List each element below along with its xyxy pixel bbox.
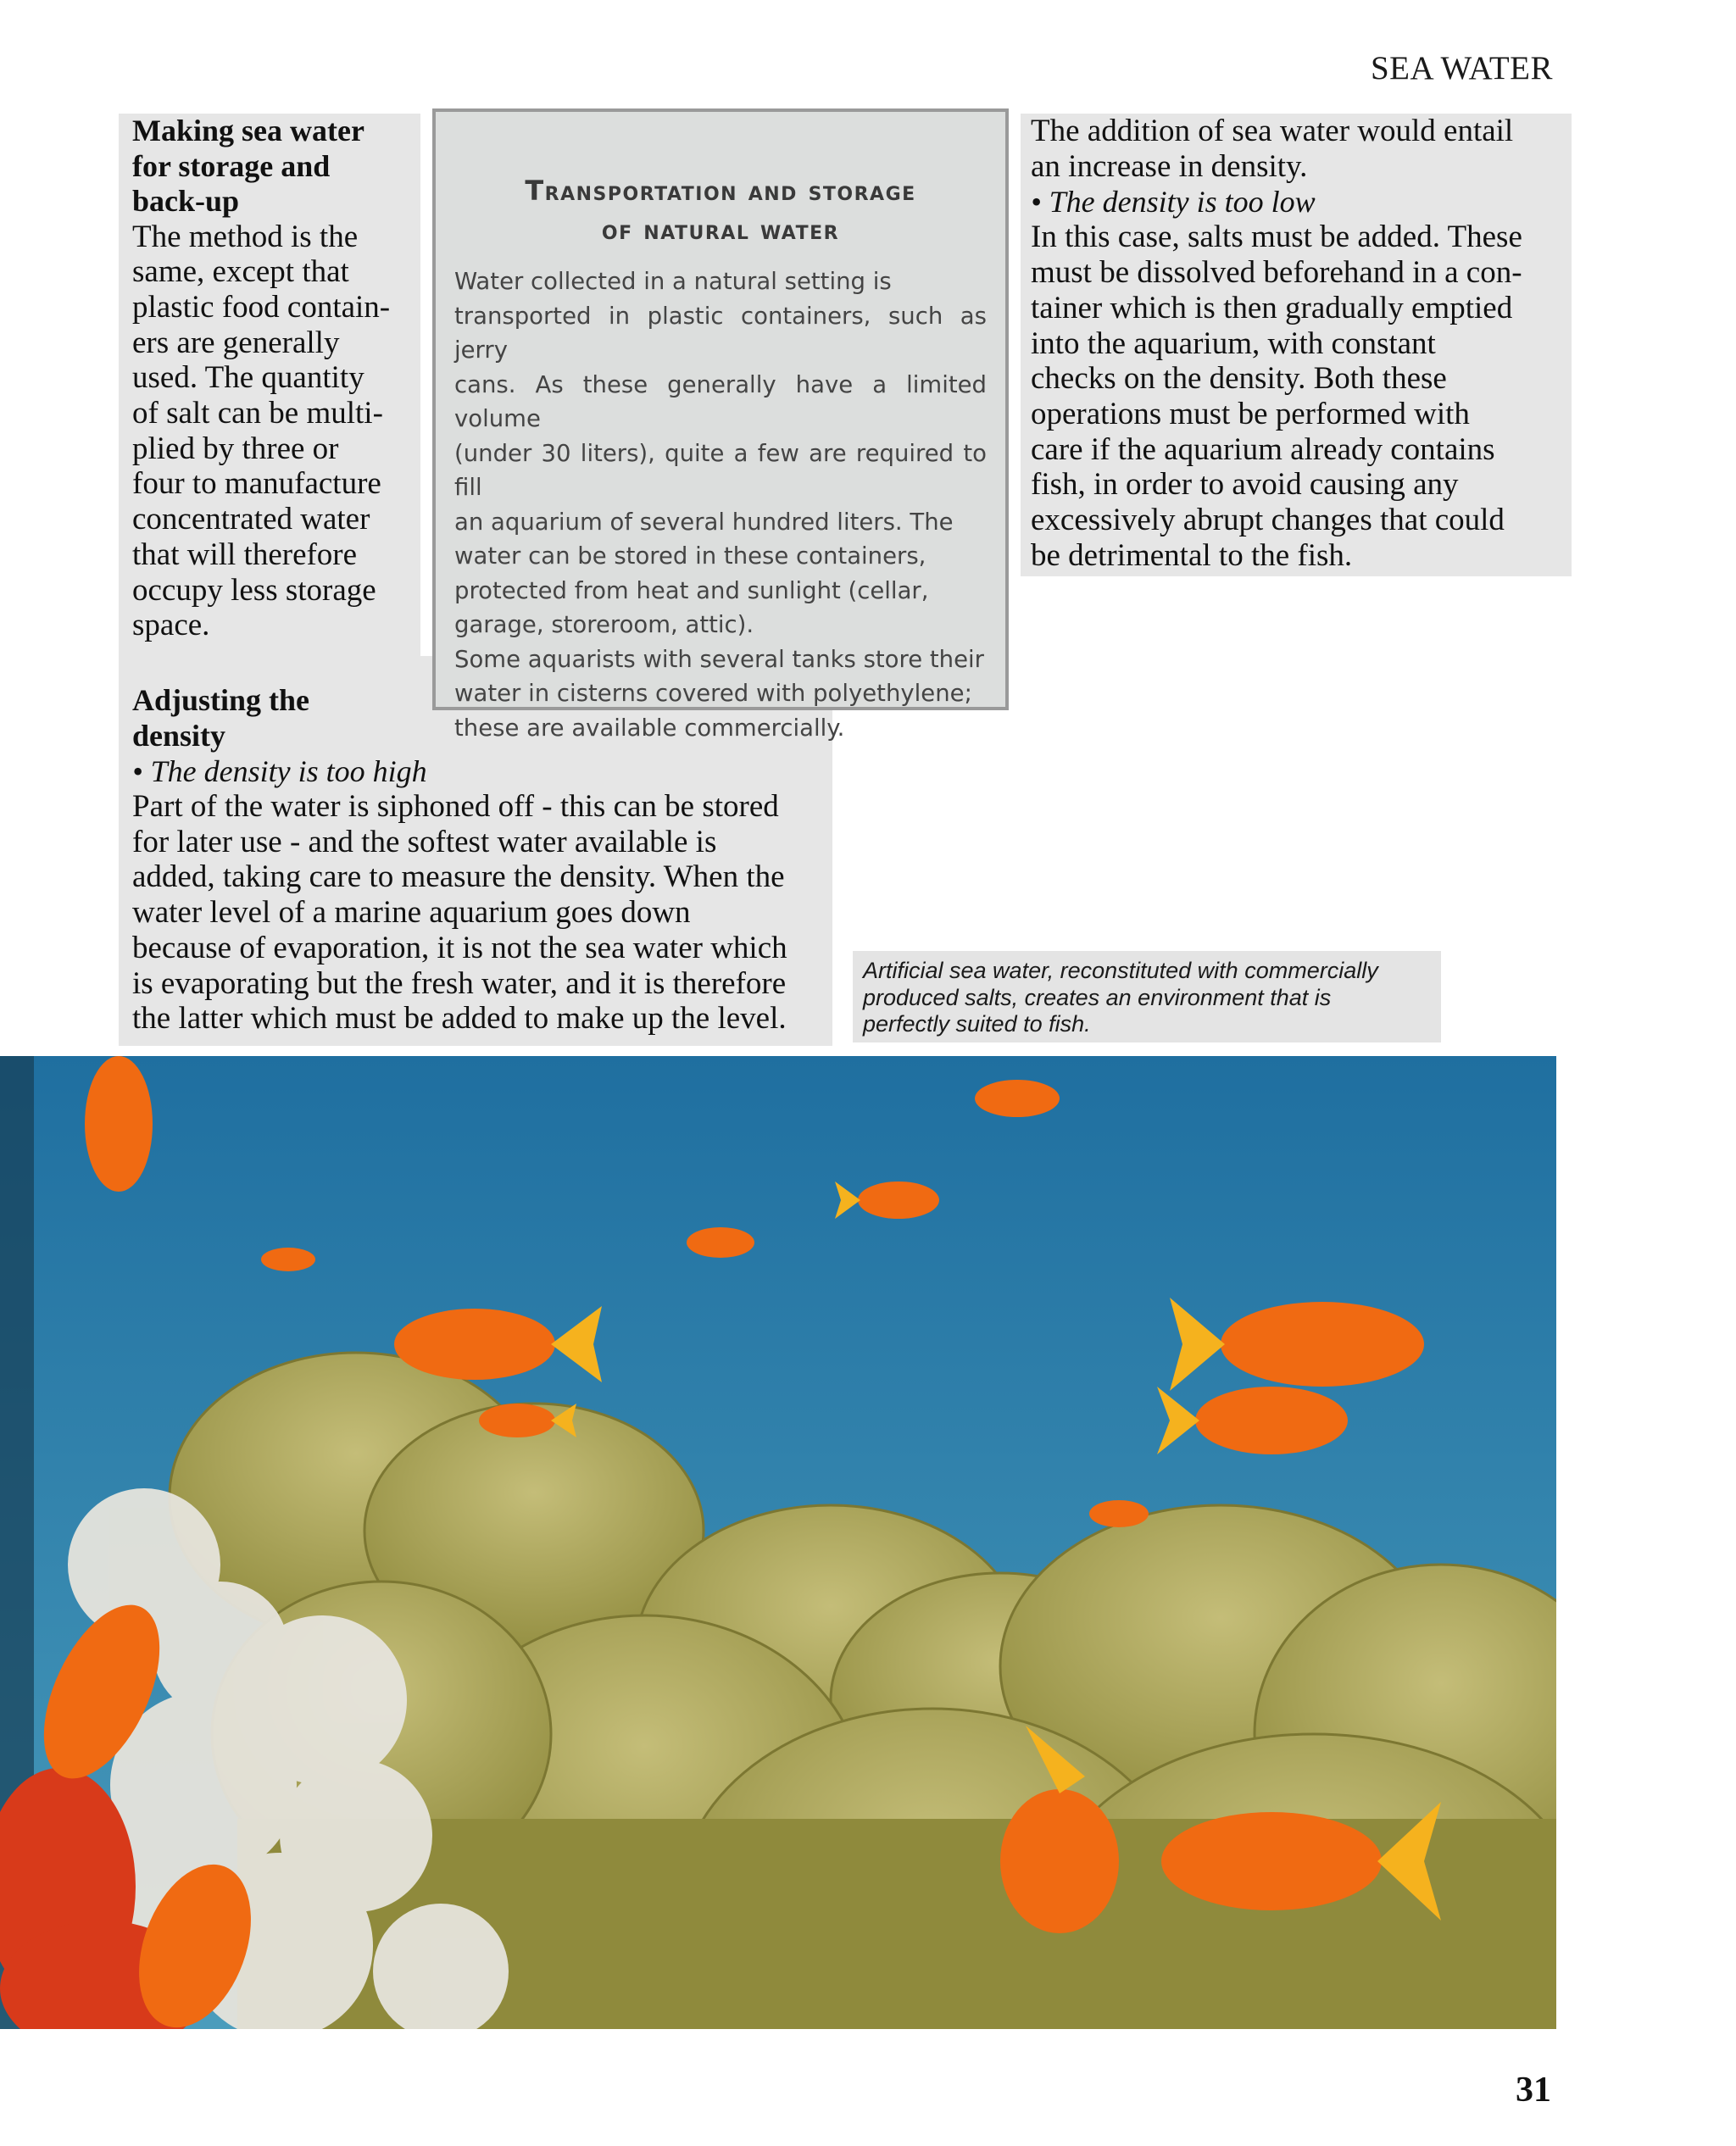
right-subitem: • The density is too low	[1031, 185, 1316, 220]
storage-section	[119, 114, 420, 656]
text-line: of salt can be multi-	[132, 396, 383, 431]
text-line: into the aquarium, with constant	[1031, 325, 1436, 361]
sidebar-body	[454, 264, 987, 745]
reef-illustration	[0, 1056, 1556, 2029]
text-line: (under 30 liters), quite a few are required to fill	[454, 439, 987, 501]
text-line: care if the aquarium already contains	[1031, 431, 1495, 467]
text-line: plastic food contain-	[132, 289, 391, 325]
text-line: Part of the water is siphoned off - this can be stored	[132, 789, 779, 824]
text-line: ers are generally	[132, 325, 340, 360]
fish	[1089, 1500, 1149, 1527]
text-line: be detrimental to the fish.	[1031, 537, 1353, 573]
text-line: tainer which is then gradually emptied	[1031, 290, 1513, 325]
text-line: garage, storeroom, attic).	[454, 611, 754, 638]
text-line: transported in plastic containers, such as jerry	[454, 302, 987, 364]
heading-line: density	[132, 718, 226, 753]
fish	[975, 1080, 1060, 1117]
text-line: excessively abrupt changes that could	[1031, 503, 1505, 538]
text-line: water can be stored in these containers,	[454, 542, 926, 570]
text-line: The addition of sea water would entail	[1031, 114, 1514, 148]
caption-line: perfectly suited to fish.	[863, 1011, 1091, 1037]
sidebar-box	[432, 108, 1009, 742]
text-line: In this case, salts must be added. These	[1031, 220, 1522, 255]
text-line: water in cisterns covered with polyethylene;	[454, 680, 972, 707]
text-line: is evaporating but the fresh water, and it is therefore	[132, 965, 787, 1001]
photo-caption	[853, 951, 1441, 1042]
text-line: these are available commercially.	[454, 714, 845, 742]
title-line: of natural water	[601, 214, 840, 246]
text-line: added, taking care to measure the density. When the	[132, 859, 785, 895]
heading-line: Making sea water	[132, 114, 364, 147]
caption-line: Artificial sea water, reconstituted with commercially	[863, 958, 1378, 983]
page-number: 31	[1516, 2071, 1551, 2110]
text-line: concentrated water	[132, 502, 370, 537]
adjust-body	[132, 789, 819, 1037]
text-line: for later use - and the softest water available is	[132, 824, 717, 859]
text-line: because of evaporation, it is not the sea water which	[132, 930, 787, 965]
right-column	[1021, 114, 1572, 576]
caption-line: produced salts, creates an environment that is	[863, 984, 1332, 1010]
fish	[85, 1056, 153, 1192]
text-line: plied by three or	[132, 431, 339, 466]
text-line: four to manufacture	[132, 466, 381, 502]
fish	[687, 1227, 754, 1258]
right-body	[1031, 220, 1561, 573]
heading-line: back-up	[132, 184, 240, 218]
storage-heading	[132, 114, 407, 220]
text-line: cans. As these generally have a limited volume	[454, 370, 987, 432]
text-line: an aquarium of several hundred liters. The	[454, 508, 954, 536]
text-line: an increase in density.	[1031, 148, 1308, 184]
title-line: Transportation and storage	[525, 175, 916, 207]
sidebar-title	[454, 171, 987, 249]
reef-photo	[0, 1056, 1556, 2029]
text-line: the latter which must be added to make up the level.	[132, 1001, 787, 1037]
text-line: occupy less storage	[132, 572, 376, 608]
text-line: Water collected in a natural setting is	[454, 268, 892, 295]
heading-line: for storage and	[132, 148, 331, 183]
storage-body	[132, 220, 407, 643]
text-line: protected from heat and sunlight (cellar,	[454, 576, 929, 604]
text-line: operations must be performed with	[1031, 396, 1470, 431]
text-line: The method is the	[132, 219, 359, 254]
running-head: SEA WATER	[1370, 50, 1553, 86]
text-line: that will therefore	[132, 536, 358, 572]
text-line: checks on the density. Both these	[1031, 361, 1447, 397]
text-line: fish, in order to avoid causing any	[1031, 467, 1459, 503]
text-line: water level of a marine aquarium goes down	[132, 895, 691, 931]
heading-line: Adjusting the	[132, 683, 310, 717]
text-line: space.	[132, 608, 210, 643]
fish	[261, 1248, 315, 1271]
text-line: Some aquarists with several tanks store their	[454, 645, 984, 673]
text-line: used. The quantity	[132, 360, 364, 396]
text-line: must be dissolved beforehand in a con-	[1031, 255, 1522, 291]
text-line: same, except that	[132, 254, 349, 290]
adjust-subitem: • The density is too high	[132, 754, 427, 788]
right-intro	[1031, 114, 1561, 184]
